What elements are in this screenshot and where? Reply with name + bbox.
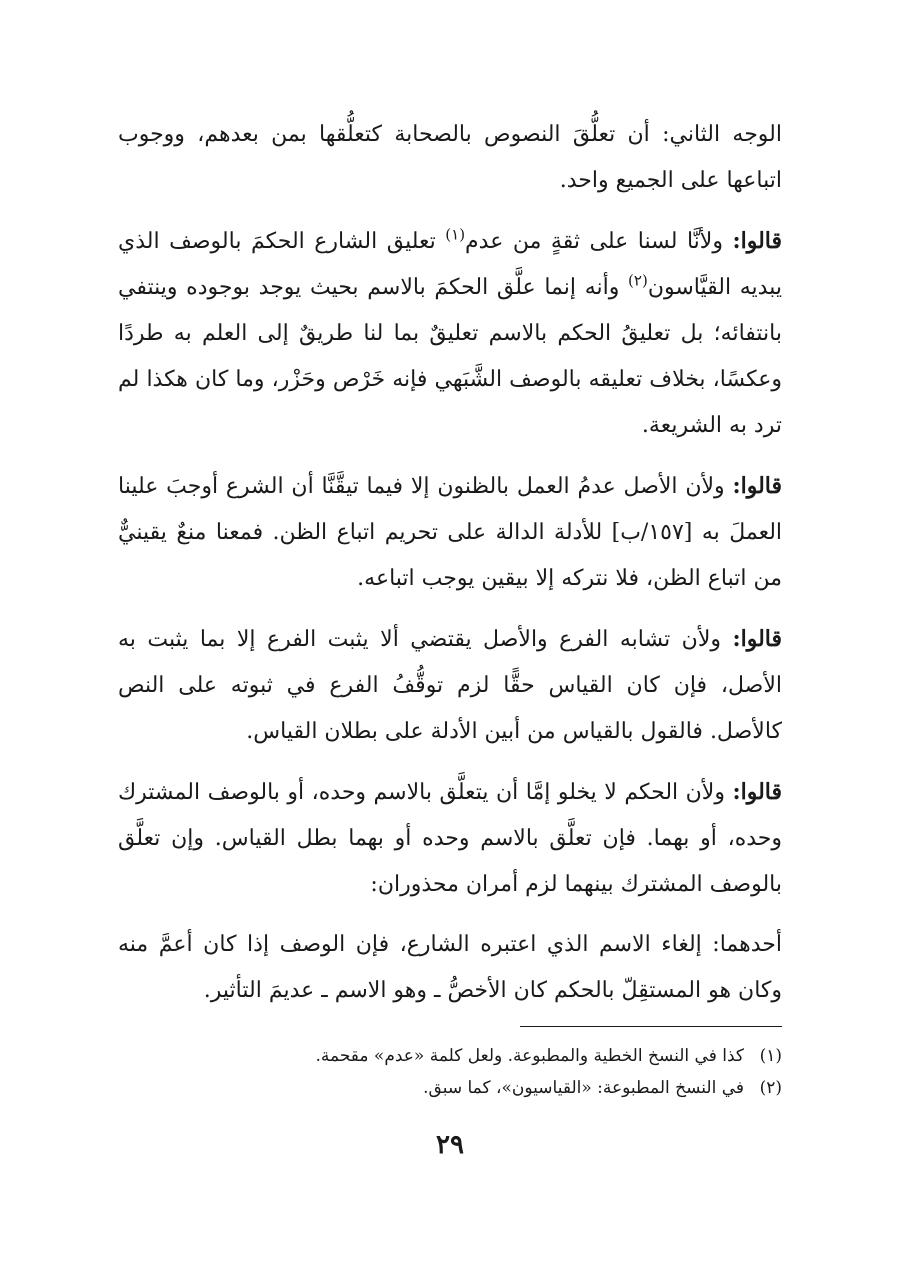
paragraph-3 [118, 463, 782, 602]
paragraph-4 [118, 616, 782, 755]
footnote-1-number: (١) [759, 1046, 782, 1066]
footnote-divider [520, 1026, 782, 1027]
footnote-1 [118, 1040, 782, 1072]
footnote-1-text: كذا في النسخ الخطية والمطبوعة. ولعل كلمة «عدم» مقحمة. [315, 1046, 744, 1066]
main-text [118, 112, 782, 1028]
footnote-ref-2[interactable]: (٢) [628, 271, 648, 290]
paragraph-2-text-a: ولأنَّا لسنا على ثقةٍ من عدم [465, 229, 733, 254]
paragraph-6 [118, 922, 782, 1014]
footnotes [118, 1040, 782, 1104]
paragraph-2-lead: قالوا: [732, 228, 783, 254]
footnote-2 [118, 1072, 782, 1104]
paragraph-4-text: ولأن تشابه الفرع والأصل يقتضي ألا يثبت الفرع إلا بما يثبت به الأصل، فإن كان القياس حقًّا لزم توقُّفُ الفرع في ثبوته على النص كالأصل. فالقول بالقياس من أبين الأدلة على بطلان القياس. [118, 627, 782, 744]
footnote-2-number: (٢) [759, 1078, 782, 1098]
paragraph-5 [118, 769, 782, 908]
paragraph-2-text-c: وأنه إنما علَّق الحكمَ بالاسم بحيث يوجد بوجوده وينتفي بانتفائه؛ بل تعليقُ الحكم بالاسم تعليقٌ بما لنا طريقٌ إلى العلم به طردًا وعكسًا، بخلاف تعليقه بالوصف الشَّبَهي فإنه خَرْص وحَزْر، وما كان هكذا لم ترد به الشريعة. [118, 275, 782, 438]
footnote-ref-1[interactable]: (١) [445, 225, 466, 244]
footnote-2-text: في النسخ المطبوعة: «القياسيون»، كما سبق. [423, 1078, 744, 1098]
paragraph-2 [118, 218, 782, 449]
paragraph-5-lead: قالوا: [732, 779, 782, 805]
paragraph-5-text: ولأن الحكم لا يخلو إمَّا أن يتعلَّق بالاسم وحده، أو بالوصف المشترك وحده، أو بهما. فإن تعلَّق بالاسم وحده أو بهما بطل القياس. وإن تعلَّق بالوصف المشترك بينهما لزم أمران محذوران: [118, 780, 782, 897]
paragraph-6-text: أحدهما: إلغاء الاسم الذي اعتبره الشارع، فإن الوصف إذا كان أعمَّ منه وكان هو المستقِلّ بالحكم كان الأخصُّ ـ وهو الاسم ـ عديمَ التأثير. [118, 932, 782, 1003]
paragraph-3-lead: قالوا: [732, 473, 782, 499]
paragraph-4-lead: قالوا: [732, 626, 782, 652]
paragraph-1-text: الوجه الثاني: أن تعلُّقَ النصوص بالصحابة كتعلُّقها بمن بعدهم، ووجوب اتباعها على الجميع واحد. [118, 122, 782, 193]
paragraph-1 [118, 112, 782, 204]
paragraph-3-text: ولأن الأصل عدمُ العمل بالظنون إلا فيما تيقَّنَّا أن الشرع أوجبَ علينا العملَ به [١٥٧/ب] للأدلة الدالة على تحريم اتباع الظن. فمعنا منعٌ يقينيٌّ من اتباع الظن، فلا نتركه إلا بيقين يوجب اتباعه. [118, 474, 783, 591]
paragraph-2-text-b: تعليق الشارع الحكمَ بالوصف الذي يبديه القيَّاسون [118, 229, 782, 300]
page-number: ٢٩ [436, 1130, 464, 1160]
